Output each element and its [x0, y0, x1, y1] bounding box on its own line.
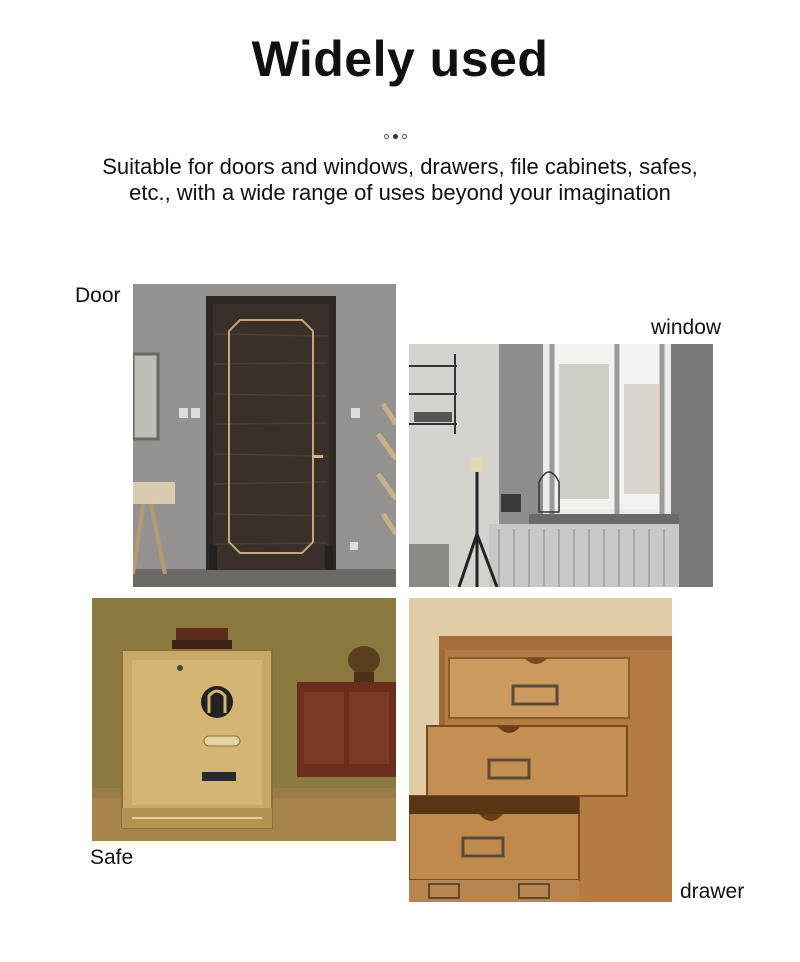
safe-label: Safe [90, 846, 134, 869]
drawer-label: drawer [680, 880, 745, 903]
description [40, 154, 760, 206]
page-title: Widely used [251, 31, 549, 87]
window-label: window [651, 316, 722, 339]
door-label: Door [75, 284, 121, 307]
description-line-2: etc., with a wide range of uses beyond your imagination [129, 180, 671, 205]
drawer-photo [409, 598, 672, 902]
window-photo [409, 344, 713, 587]
pagination-dot-active[interactable] [393, 134, 398, 139]
safe-photo [92, 598, 396, 841]
pagination-dot[interactable] [384, 134, 389, 139]
door-photo [133, 284, 396, 587]
description-line-1: Suitable for doors and windows, drawers, file cabinets, safes, [102, 154, 698, 179]
pagination-dot[interactable] [402, 134, 407, 139]
pagination-dots [384, 134, 407, 139]
